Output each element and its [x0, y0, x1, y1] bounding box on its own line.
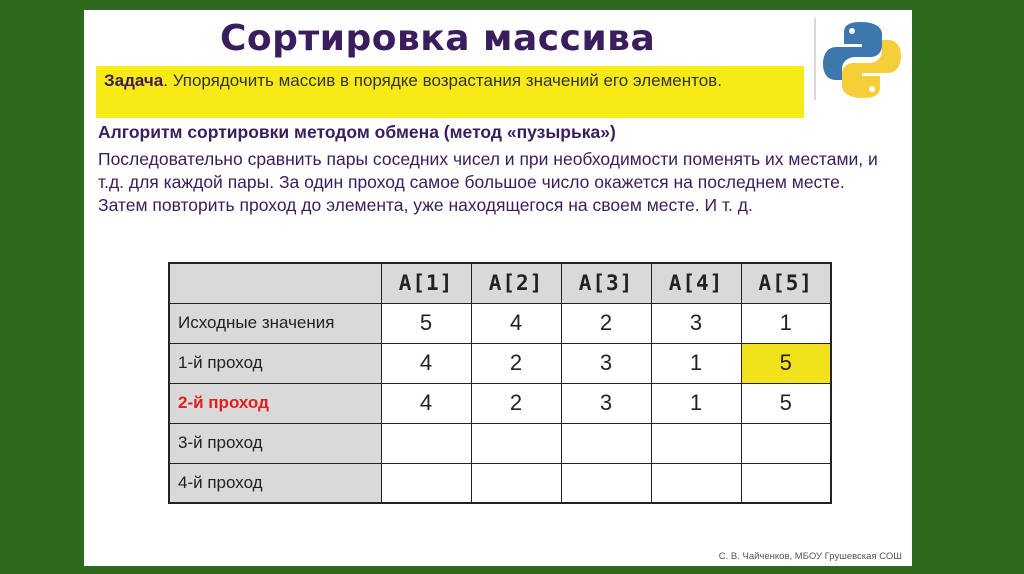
python-logo-icon: [820, 18, 904, 102]
algorithm-heading: Алгоритм сортировки методом обмена (метод «пузырька»): [98, 122, 616, 142]
slide-title: Сортировка массива: [220, 18, 656, 59]
table-row: [169, 383, 831, 423]
task-box: [96, 66, 804, 118]
column-header: A[3]: [561, 263, 651, 303]
row-label: 1-й проход: [169, 343, 381, 383]
table-row: [169, 343, 831, 383]
table-cell: [381, 423, 471, 463]
column-header: A[5]: [741, 263, 831, 303]
column-header: A[1]: [381, 263, 471, 303]
table-cell: [471, 463, 561, 503]
slide: [84, 10, 912, 566]
table-cell: [561, 423, 651, 463]
divider: [814, 18, 816, 100]
row-label: Исходные значения: [169, 303, 381, 343]
table-cell: [381, 463, 471, 503]
table-row: [169, 423, 831, 463]
row-label-current: 2-й проход: [169, 383, 381, 423]
row-label: 4-й проход: [169, 463, 381, 503]
table-cell: 4: [471, 303, 561, 343]
algorithm-description: Последовательно сравнить пары соседних чисел и при необходимости поменять их местами, и т.д. для каждой пары. За один проход самое большое число окажется на последнем месте. Затем повторить проход до элемента, уже находящегося на своем месте. И т. д.: [98, 149, 878, 215]
table-cell: 1: [651, 383, 741, 423]
table-cell: [741, 463, 831, 503]
table-cell: 2: [471, 343, 561, 383]
task-text: . Упорядочить массив в порядке возрастания значений его элементов.: [163, 71, 722, 90]
highlighted-cell: 5: [741, 343, 831, 383]
table-cell: 1: [651, 343, 741, 383]
sort-table: [168, 262, 832, 504]
table-cell: 4: [381, 343, 471, 383]
table-header-row: [169, 263, 831, 303]
table-cell: [561, 463, 651, 503]
row-label: 3-й проход: [169, 423, 381, 463]
table-cell: 3: [561, 383, 651, 423]
table-cell: 3: [561, 343, 651, 383]
table-row: [169, 303, 831, 343]
table-cell: 5: [381, 303, 471, 343]
table-row: [169, 463, 831, 503]
column-header: A[4]: [651, 263, 741, 303]
table-cell: 2: [561, 303, 651, 343]
table-cell: 4: [381, 383, 471, 423]
footer-credit: С. В. Чайченков, МБОУ Грушевская СОШ: [718, 551, 902, 562]
table-cell: [741, 423, 831, 463]
table-corner: [169, 263, 381, 303]
table-cell: 3: [651, 303, 741, 343]
table-cell: [471, 423, 561, 463]
table-cell: 2: [471, 383, 561, 423]
column-header: A[2]: [471, 263, 561, 303]
table-cell: [651, 423, 741, 463]
task-label: Задача: [104, 71, 164, 90]
table-cell: 1: [741, 303, 831, 343]
table-cell: [651, 463, 741, 503]
table-cell: 5: [741, 383, 831, 423]
